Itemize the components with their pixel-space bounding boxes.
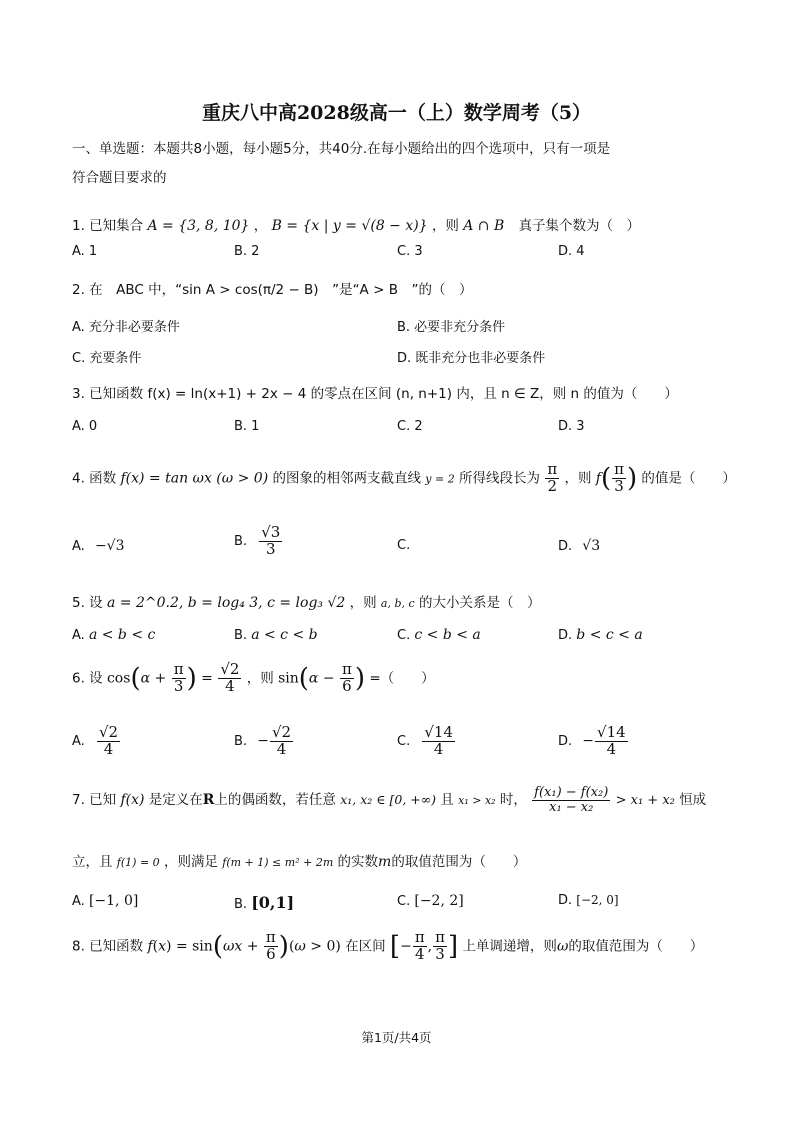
q6-option-d: D. − $\frac{√14}{4}$ bbox=[558, 723, 626, 758]
q5-option-c: C. c < b < a bbox=[397, 627, 481, 643]
q5-option-b: B. a < c < b bbox=[234, 627, 318, 643]
question-1 bbox=[72, 214, 640, 234]
question-8: 8. 已知函数 f(x) = sin(ωx + $\frac{\pi}{6}$ )(ω > 0) 在区间 [− $\frac{\pi}{4}$ , $\frac{\pi}{3}$ ] 上单调递增，则ω的取值范围为（ ） bbox=[72, 928, 704, 963]
q6-option-c: C. $\frac{√14}{4}$ bbox=[397, 723, 454, 758]
q3-option-b: B. 1 bbox=[234, 419, 260, 434]
q1-expr: A ∩ B bbox=[463, 218, 505, 234]
q5-option-a: A. a < b < c bbox=[72, 627, 156, 643]
q7-option-c: C. [−2, 2] bbox=[397, 893, 464, 909]
question-7-line-2: 立，且 f(1) = 0 ，则满足 f(m + 1) ≤ m² + 2m 的实数m的取值范围为（ ） bbox=[72, 854, 527, 870]
page-title: 重庆八中高2028级高一（上）数学周考（5） bbox=[201, 102, 592, 124]
q4-stem-c: 所得线段长为 bbox=[459, 470, 541, 487]
q2-option-c: C. 充要条件 bbox=[72, 351, 142, 366]
q4-option-c: C. bbox=[397, 538, 411, 553]
q4-option-a: A. −√3 bbox=[72, 538, 125, 554]
q2-option-d: D. 既非充分也非必要条件 bbox=[397, 351, 546, 366]
q6-option-b: B. − $\frac{√2}{4}$ bbox=[234, 723, 292, 758]
q7-option-b: B. [0,1] bbox=[234, 893, 295, 912]
q1-option-b: B. 2 bbox=[234, 244, 260, 259]
q4-option-d: D. √3 bbox=[558, 538, 601, 554]
q4-arg-fraction: $\frac{\pi}{3}$ bbox=[614, 460, 624, 495]
q4-stem-d: ，则 bbox=[564, 470, 592, 487]
q1-set-b: B = {x | y = √(8 − x)} bbox=[271, 218, 428, 234]
section-heading-line1: 一、单选题：本题共8小题，每小题5分，共40分.在每小题给出的四个选项中，只有一项是 bbox=[72, 141, 611, 157]
q2-option-b: B. 必要非充分条件 bbox=[397, 320, 506, 335]
q4-func: f(x) = tan ωx (ω > 0) bbox=[120, 470, 269, 487]
q5-definitions: a = 2^0.2, b = log₄ 3, c = log₃ √2 bbox=[106, 595, 346, 611]
question-3: 3. 已知函数 f(x) = ln(x+1) + 2x − 4 的零点在区间 (n, n+1) 内，且 n ∈ Z，则 n 的值为（ ） bbox=[72, 386, 678, 402]
q1-stem-a: 1. 已知集合 bbox=[72, 218, 144, 234]
question-5: 5. 设 a = 2^0.2, b = log₄ 3, c = log₃ √2 ，则 a, b, c 的大小关系是（ ） bbox=[72, 595, 541, 611]
question-6: 6. 设 cos(α + $\frac{\pi}{3}$ ) = $\frac{√2}{4}$ ，则 sin(α − $\frac{\pi}{6}$ ) =（ ） bbox=[72, 660, 435, 695]
q1-option-a: A. 1 bbox=[72, 244, 98, 259]
section-heading-line2: 符合题目要求的 bbox=[72, 170, 167, 186]
question-4: 4. 函数 f(x) = tan ωx (ω > 0) 的图象的相邻两支截直线 y = 2 所得线段长为 $\frac{\pi}{2}$ ，则 f( $\frac{\pi}{3}$ ) 的值是（ ） bbox=[72, 460, 736, 495]
question-2: 2. 在 ABC 中，“sin A > cos(π/2 − B) ”是“A > B ”的（ ） bbox=[72, 282, 473, 298]
q3-option-c: C. 2 bbox=[397, 419, 423, 434]
q6-option-a: A. $\frac{√2}{4}$ bbox=[72, 723, 119, 758]
q4-stem-b: 的图象的相邻两支截直线 bbox=[272, 470, 421, 487]
q4-line: y = 2 bbox=[425, 472, 455, 486]
q3-option-d: D. 3 bbox=[558, 419, 585, 434]
q5-option-d: D. b < c < a bbox=[558, 627, 643, 643]
q4-length-fraction: $\frac{\pi}{2}$ bbox=[547, 460, 558, 495]
q3-option-a: A. 0 bbox=[72, 419, 98, 434]
q1-option-c: C. 3 bbox=[397, 244, 423, 259]
q1-option-d: D. 4 bbox=[558, 244, 585, 259]
question-7-line-1: 7. 已知 f(x) 是定义在R上的偶函数，若任意 x₁, x₂ ∈ [0, +∞) 且 x₁ > x₂ 时， $\frac{\text{f(x₁) − f(x₂)}}{\text{x₁ − x₂}}$ > x₁ + x₂ 恒成 bbox=[72, 785, 707, 815]
q2-option-a: A. 充分非必要条件 bbox=[72, 320, 180, 335]
q1-comma: ， bbox=[253, 218, 268, 234]
q7-option-d: D. [−2, 0] bbox=[558, 893, 619, 908]
page-footer: 第1页/共4页 bbox=[361, 1030, 432, 1045]
q1-stem-c: 真子集个数为（ ） bbox=[518, 218, 641, 234]
q4-stem-a: 4. 函数 bbox=[72, 470, 117, 487]
q1-set-a: A = {3, 8, 10} bbox=[147, 218, 250, 234]
q4-stem-e: 的值是（ ） bbox=[641, 470, 736, 487]
q4-option-b: B. $\frac{√3}{3}$ bbox=[234, 523, 281, 558]
q1-stem-b: ，则 bbox=[431, 218, 459, 234]
q7-option-a: A. [−1, 0] bbox=[72, 893, 139, 909]
